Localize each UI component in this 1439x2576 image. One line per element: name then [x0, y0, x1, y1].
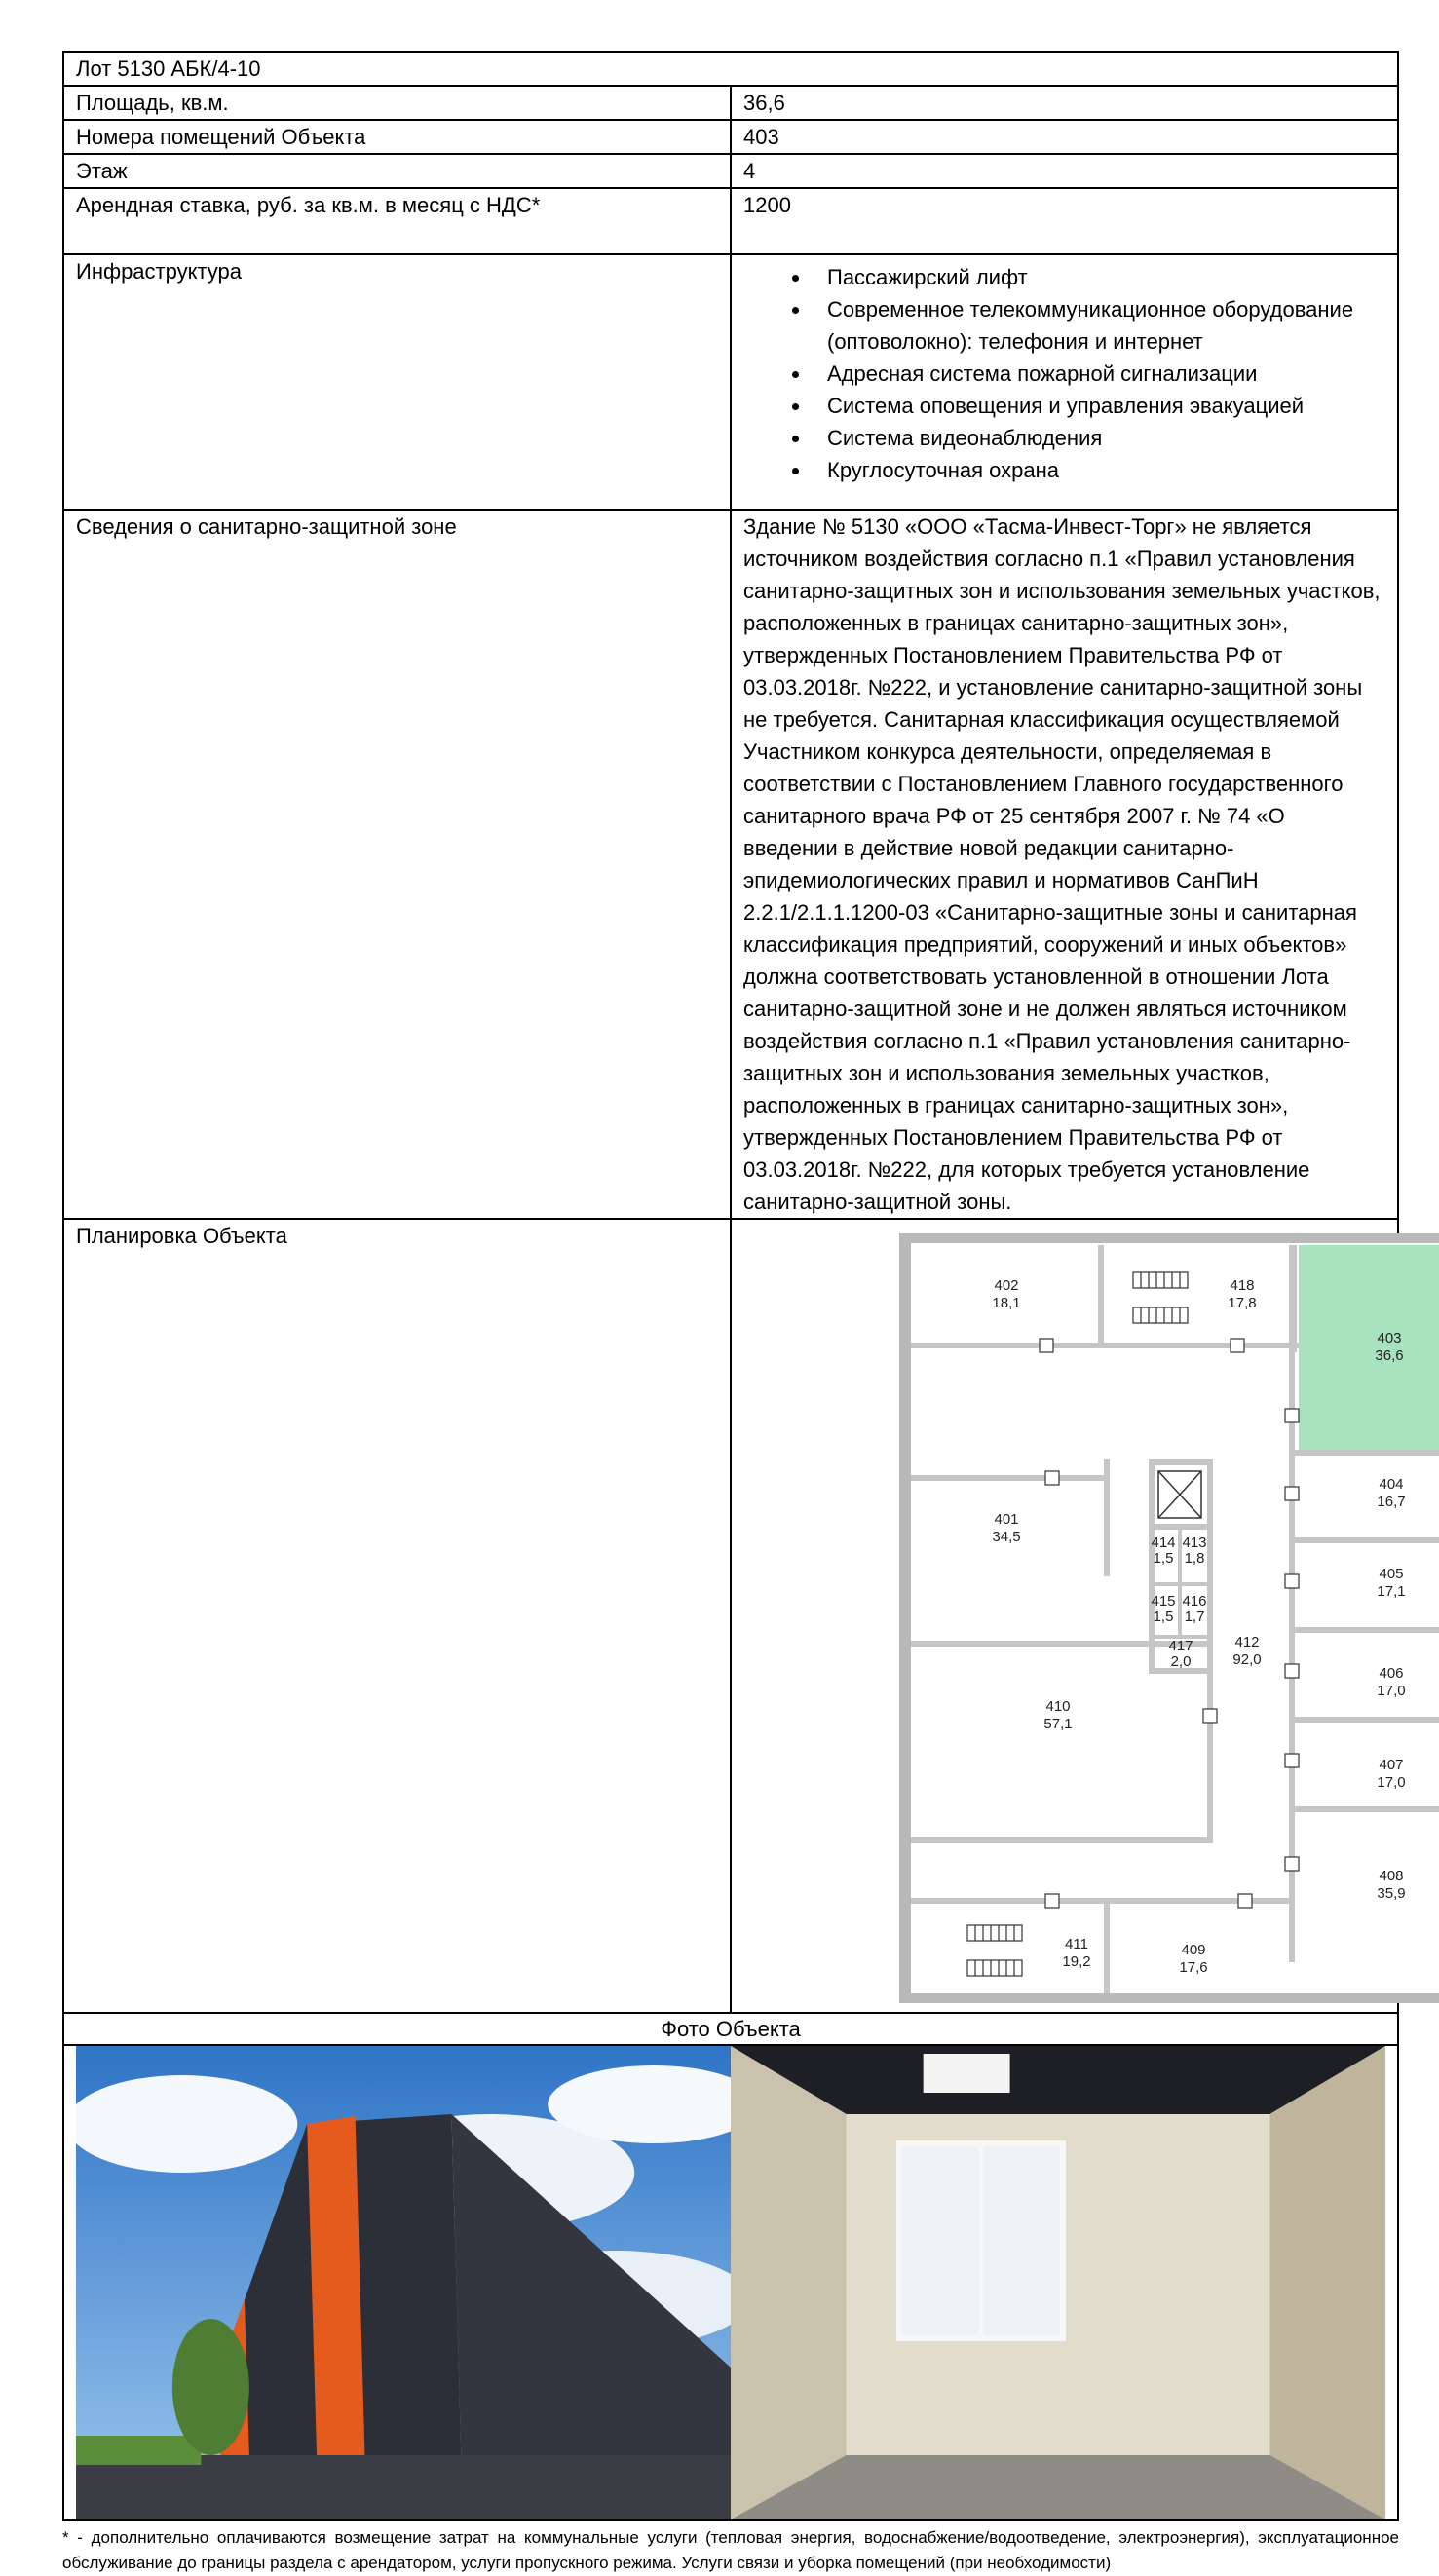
infrastructure-item: • Адресная система пожарной сигнализации — [812, 358, 1385, 390]
infrastructure-cell — [731, 254, 1398, 510]
photos-header: Фото Объекта — [63, 2013, 1398, 2045]
room-407-number: 407 — [1379, 1757, 1404, 1773]
room-402-area: 18,1 — [992, 1295, 1021, 1311]
room-409-area: 17,6 — [1179, 1959, 1208, 1976]
footnote: * - дополнительно оплачиваются возмещение затрат на коммунальные услуги (тепловая энергия, водоснабжение/водоотведение, электроэнергия), эксплуатационное обслуживание до границы раздела с арендатором, услуги пропускного режима. Услуги связи и уборка помещений (при необходимости) — [62, 2528, 1399, 2572]
sanitary-text: Здание № 5130 «ООО «Тасма-Инвест-Торг» не является источником воздействия согласно п.1 «Правил установления санитарно-защитных зон и использования земельных участков, расположенных в границах санитарно-защитных зон», утвержденных Постановлением Правительства РФ от 03.03.2018г. №222, и установление санитарно-защитной зоны не требуется. Санитарная классификация осуществляемой Участником конкурса деятельности, определяемая в соответствии с Постановлением Главного государственного санитарного врача РФ от 25 сентября 2007 г. № 74 «О введении в действие новой редакции санитарно-эпидемиологических правил и нормативов СанПиН 2.2.1/2.1.1.1200-03 «Санитарно-защитные зоны и санитарная классификация предприятий, сооружений и иных объектов» должна соответствовать установленной в отношении Лота санитарно-защитной зоне и не должен являться источником воздействия согласно п.1 «Правил установления санитарно-защитных зон и использования земельных участков, расположенных в границах санитарно-защитных зон», утвержденных Постановлением Правительства РФ от 03.03.2018г. №222, для которых требуется установление санитарно-защитной зоны. — [731, 510, 1398, 1219]
room-406-number: 406 — [1379, 1665, 1404, 1682]
sanitary-label: Сведения о санитарно-защитной зоне — [63, 510, 731, 1219]
lot-sheet — [62, 51, 1406, 2576]
room-408-number: 408 — [1379, 1868, 1404, 1884]
room-409-number: 409 — [1181, 1942, 1206, 1958]
room-411-number: 411 — [1065, 1936, 1088, 1952]
area-label: Площадь, кв.м. — [63, 86, 731, 120]
room-410-area: 57,1 — [1043, 1716, 1073, 1732]
room-406-area: 17,0 — [1377, 1683, 1406, 1699]
room-415-area: 1,5 — [1153, 1609, 1174, 1625]
rent-label: Арендная ставка, руб. за кв.м. в месяц с НДС* — [63, 188, 731, 254]
room-414-area: 1,5 — [1153, 1550, 1174, 1567]
room-417-number: 417 — [1168, 1638, 1193, 1654]
room-410-number: 410 — [1045, 1698, 1071, 1715]
building-exterior-photo — [76, 2046, 731, 2519]
room-403-area: 36,6 — [1375, 1347, 1404, 1364]
plan-cell — [731, 1219, 1406, 2013]
room-416-number: 416 — [1182, 1593, 1207, 1610]
floor-label: Этаж — [63, 154, 731, 188]
rooms-label: Номера помещений Объекта — [63, 120, 731, 154]
room-412-area: 92,0 — [1232, 1651, 1262, 1668]
infrastructure-item: • Система видеонаблюдения — [812, 422, 1385, 454]
rent-value: 1200 — [731, 188, 1398, 254]
area-value: 36,6 — [731, 86, 1398, 120]
room-407-area: 17,0 — [1377, 1774, 1406, 1791]
room-401-number: 401 — [994, 1511, 1019, 1528]
plan-label: Планировка Объекта — [63, 1219, 731, 2013]
room-408-area: 35,9 — [1377, 1885, 1406, 1902]
room-415-number: 415 — [1151, 1593, 1176, 1610]
infrastructure-item: • Пассажирский лифт — [812, 261, 1385, 293]
room-413-area: 1,8 — [1184, 1550, 1205, 1567]
room-405-number: 405 — [1379, 1566, 1404, 1582]
room-404-area: 16,7 — [1377, 1494, 1406, 1510]
room-412-number: 412 — [1234, 1634, 1260, 1650]
room-416-area: 1,7 — [1184, 1609, 1205, 1625]
room-404-number: 404 — [1379, 1476, 1404, 1493]
room-403-number: 403 — [1377, 1330, 1402, 1346]
room-418-number: 418 — [1230, 1277, 1255, 1294]
room-403-highlight — [1299, 1245, 1439, 1450]
rooms-value: 403 — [731, 120, 1398, 154]
room-411-area: 19,2 — [1062, 1953, 1091, 1970]
lot-table — [62, 51, 1406, 2521]
floor-plan — [899, 1233, 1439, 2003]
infrastructure-item: • Система оповещения и управления эвакуацией — [812, 390, 1385, 422]
room-418-area: 17,8 — [1228, 1295, 1257, 1311]
infrastructure-item: • Круглосуточная охрана — [812, 454, 1385, 486]
floor-value: 4 — [731, 154, 1398, 188]
room-402-number: 402 — [994, 1277, 1019, 1294]
room-417-area: 2,0 — [1170, 1653, 1192, 1670]
infrastructure-label: Инфраструктура — [63, 254, 731, 510]
infrastructure-list — [743, 255, 1385, 486]
office-interior-photo — [731, 2046, 1385, 2519]
infrastructure-item: • Современное телекоммуникационное оборудование (оптоволокно): телефония и интернет — [812, 293, 1385, 358]
photos-cell — [63, 2045, 1398, 2520]
room-413-number: 413 — [1182, 1534, 1207, 1551]
lot-title: Лот 5130 АБК/4-10 — [63, 52, 1398, 86]
room-414-number: 414 — [1151, 1534, 1176, 1551]
room-401-area: 34,5 — [992, 1529, 1021, 1545]
room-405-area: 17,1 — [1377, 1583, 1406, 1600]
